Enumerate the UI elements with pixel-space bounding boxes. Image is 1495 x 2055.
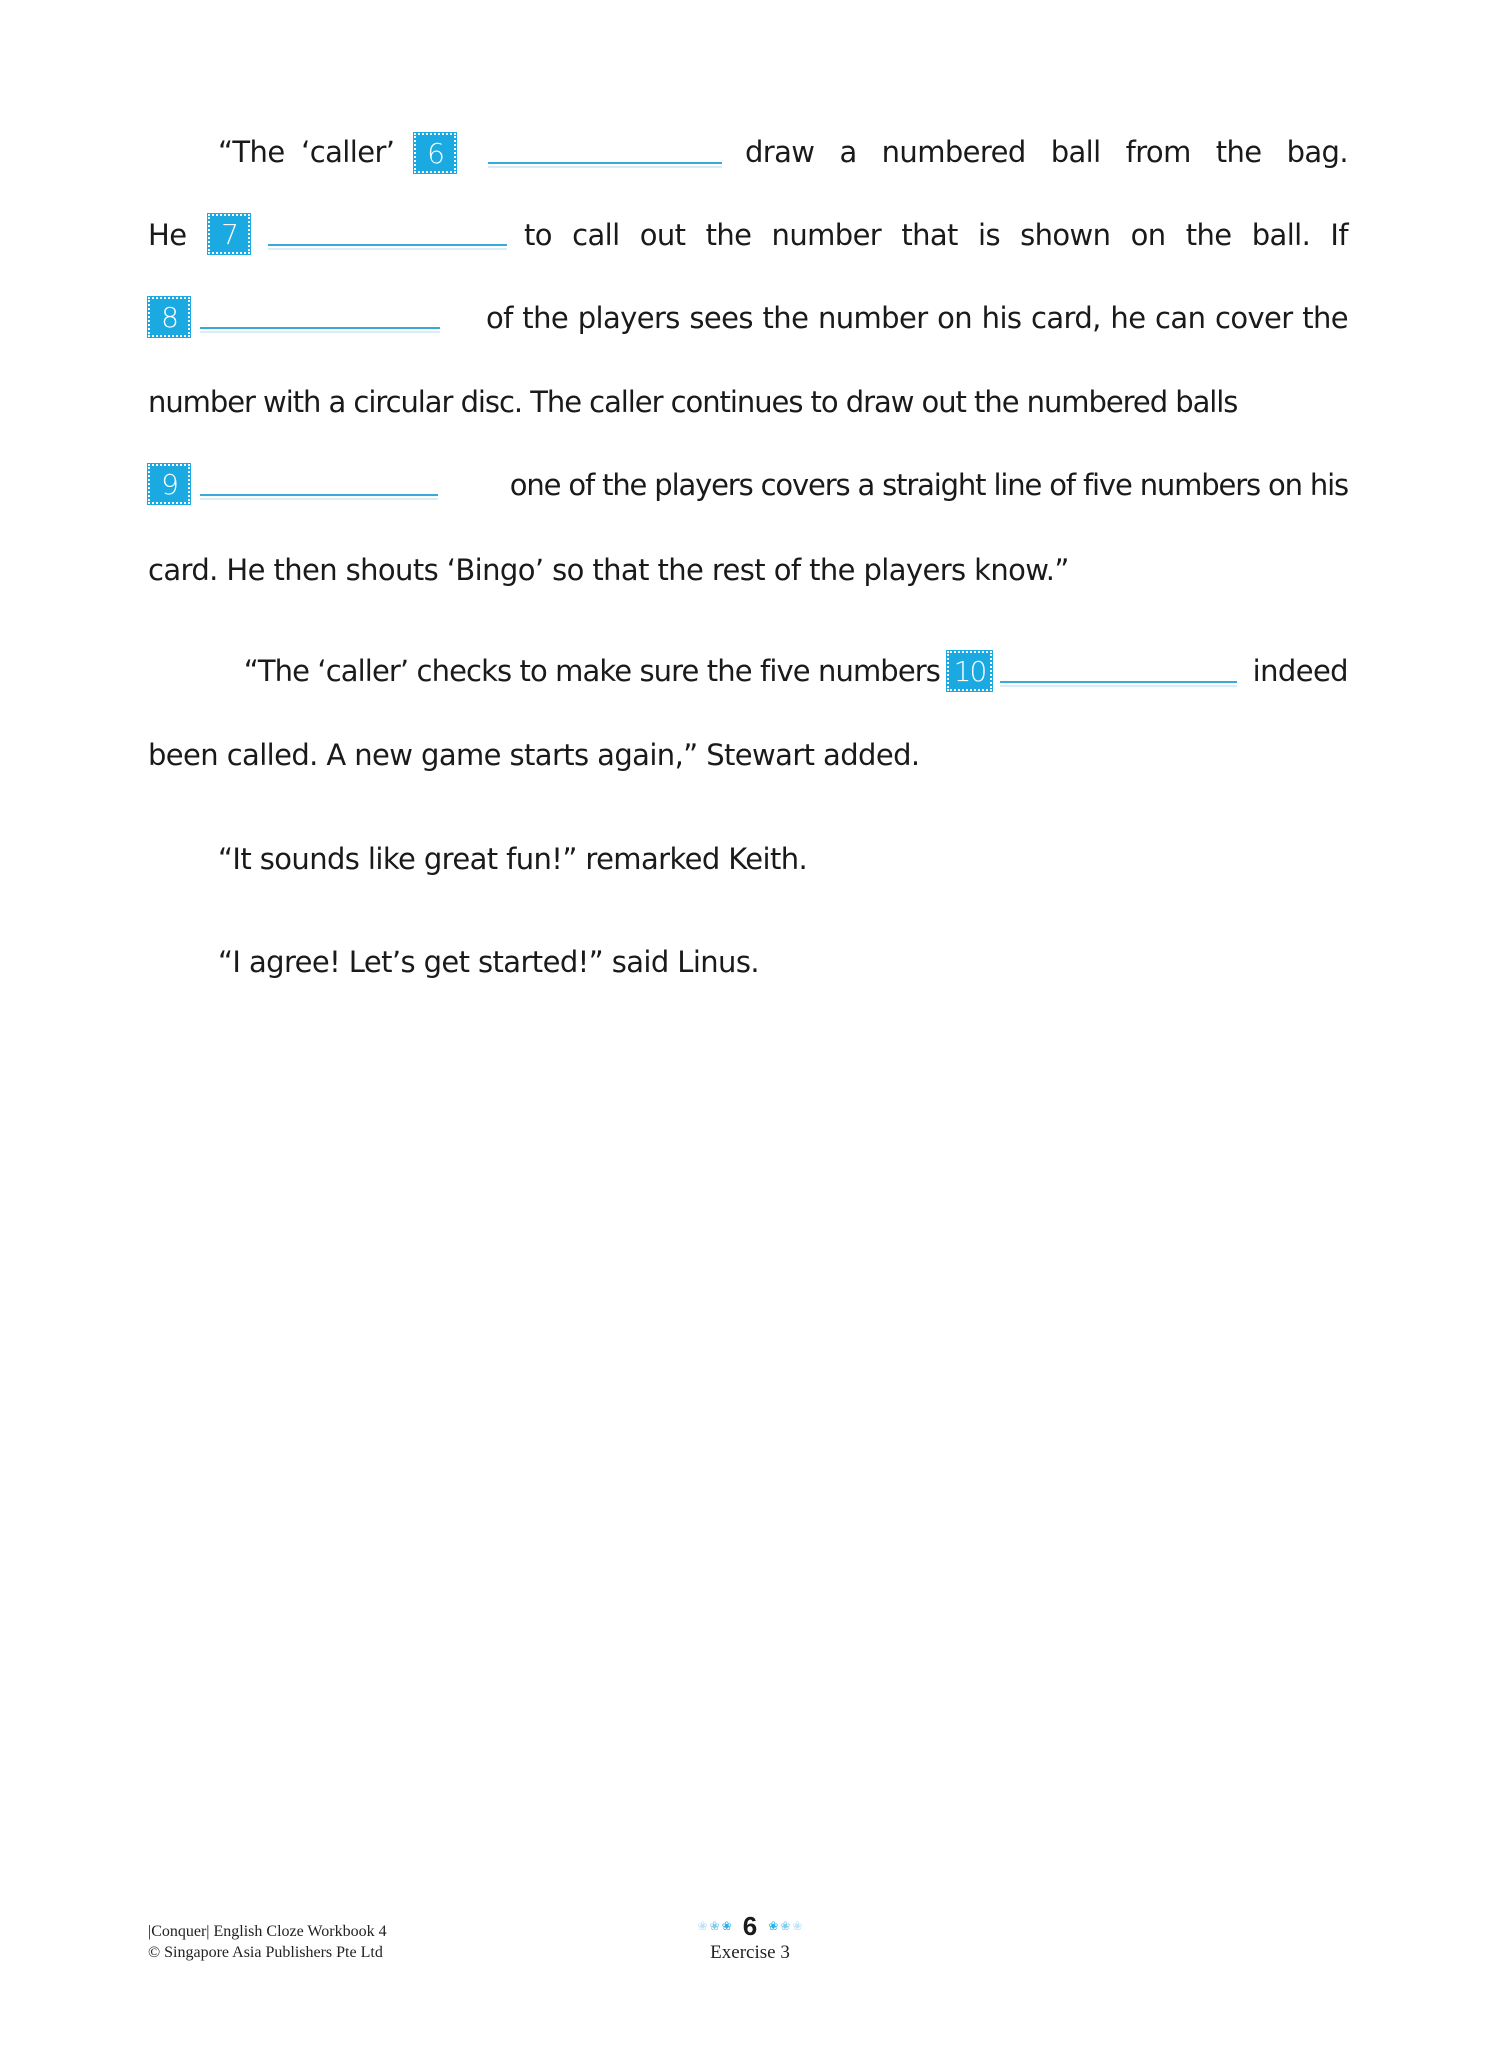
blank-number-badge-6: 6 (414, 133, 456, 173)
line-text: indeed (1252, 654, 1348, 688)
passage-line-4 (148, 380, 1348, 424)
word: is (977, 218, 1000, 252)
line-text: been called. A new game starts again,” Stewart added. (148, 738, 920, 772)
word: the (705, 218, 752, 252)
passage-line-1 (218, 130, 408, 174)
blank-number-badge-10: 10 (947, 651, 992, 691)
line-text: “The ‘caller’ checks to make sure the five numbers (243, 654, 940, 688)
blank-number-badge-8: 8 (148, 297, 190, 337)
word: bag. (1286, 135, 1348, 169)
word: on (1130, 218, 1166, 252)
answer-blank-9[interactable] (200, 494, 438, 496)
exercise-label: Exercise 3 (710, 1942, 790, 1963)
line-text: “It sounds like great fun!” remarked Keith. (218, 842, 808, 876)
flower-decoration-icon: ❀ (709, 1919, 720, 1933)
page-number: 6 (742, 1910, 758, 1941)
word: the (1215, 135, 1262, 169)
line-text: card. He then shouts ‘Bingo’ so that the rest of the players know.” (148, 553, 1069, 587)
passage-line-7 (218, 649, 940, 693)
flower-decoration-icon: ❀ (721, 1919, 732, 1933)
word: number (771, 218, 882, 252)
line-text: one of the players covers a straight line of five numbers on his (509, 468, 1348, 502)
line-text: “I agree! Let’s get started!” said Linus. (218, 945, 759, 979)
word: that (901, 218, 958, 252)
word: out (639, 218, 686, 252)
word: numbered (881, 135, 1026, 169)
flower-decoration-icon: ❀ (768, 1919, 779, 1933)
passage-line-1-tail (745, 130, 1348, 174)
passage-line-7-tail (1243, 649, 1348, 693)
word: to (524, 218, 552, 252)
answer-blank-8[interactable] (200, 327, 440, 329)
passage-line-5-tail (446, 463, 1348, 507)
word: ball. (1251, 218, 1311, 252)
line-text: “The ‘caller’ (218, 135, 395, 169)
answer-blank-7[interactable] (268, 244, 507, 246)
passage-line-6 (148, 548, 1069, 592)
line-text: He (148, 218, 187, 252)
blank-number-badge-7: 7 (208, 214, 250, 254)
word: from (1125, 135, 1191, 169)
answer-blank-6[interactable] (488, 162, 722, 164)
word: draw (745, 135, 815, 169)
page-number-row (650, 1912, 850, 1940)
flower-decoration-icon: ❀ (780, 1919, 791, 1933)
line-text: number with a circular disc. The caller continues to draw out the numbered balls (148, 385, 1238, 419)
blank-number-badge-9: 9 (148, 464, 190, 504)
word: a (839, 135, 857, 169)
flower-decoration-icon: ❀ (792, 1919, 803, 1933)
copyright-notice: © Singapore Asia Publishers Pte Ltd (148, 1944, 383, 1961)
passage-line-9 (218, 837, 1118, 881)
word: shown (1020, 218, 1111, 252)
line-text: of the players sees the number on his card, he can cover the (485, 301, 1348, 335)
passage-line-10 (218, 940, 1118, 984)
passage-line-8 (148, 733, 1048, 777)
word: call (572, 218, 620, 252)
footer-page-info (650, 1912, 850, 1964)
book-title: |Conquer| English Cloze Workbook 4 (148, 1923, 387, 1940)
passage-line-2-tail (524, 213, 1348, 257)
answer-blank-10[interactable] (1000, 681, 1237, 683)
flower-decoration-icon: ❀ (697, 1919, 708, 1933)
word: If (1330, 218, 1348, 252)
footer-book-info (148, 1921, 387, 1963)
word: ball (1050, 135, 1101, 169)
word: the (1185, 218, 1232, 252)
passage-line-3-tail (450, 296, 1348, 340)
passage-line-2 (148, 213, 198, 257)
